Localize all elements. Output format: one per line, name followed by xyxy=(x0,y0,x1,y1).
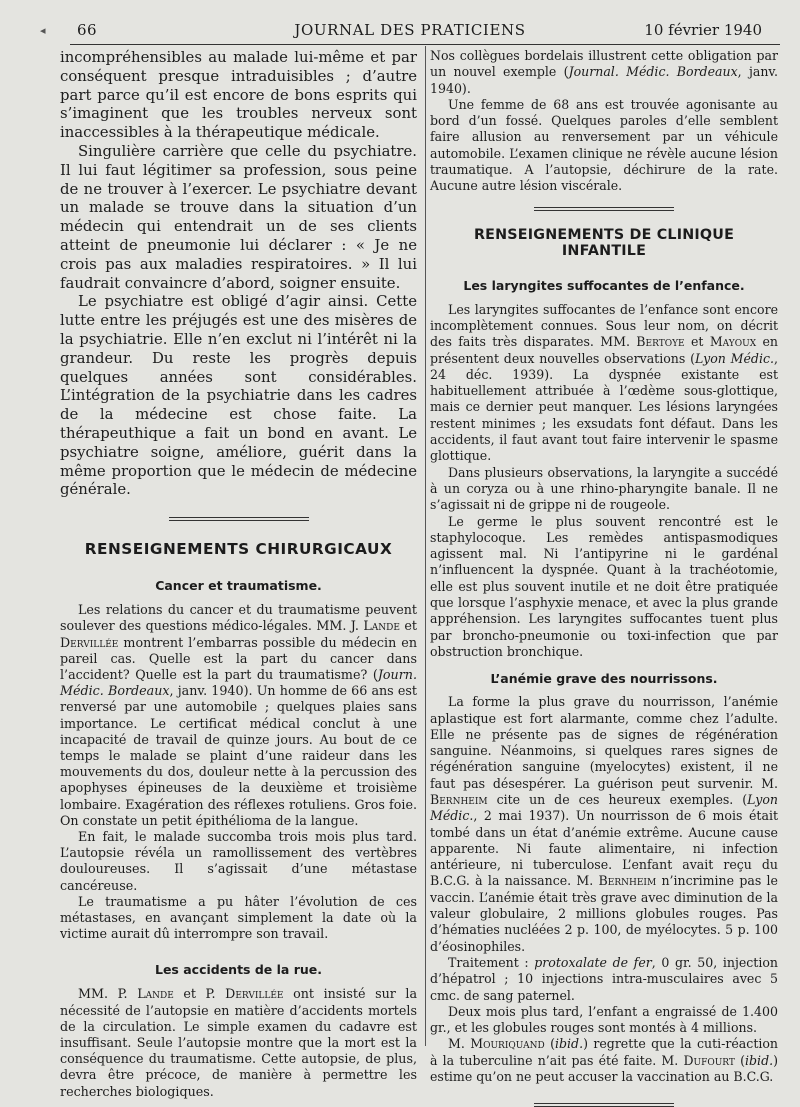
author-name: Dufourt xyxy=(683,1052,735,1068)
author-name: Dervillée xyxy=(60,634,119,650)
author-name: Dervillée xyxy=(225,986,284,1002)
right-column xyxy=(430,48,778,1107)
section-separator xyxy=(169,517,309,521)
article-paragraph: Traitement : protoxalate de fer, 0 gr. 50, injection d’hépatrol ; 10 injections intra-musculaires avec 5 cmc. de sang paternel. xyxy=(430,954,778,1003)
article-title: Les accidents de la rue. xyxy=(154,962,322,978)
intro-paragraph: Singulière carrière que celle du psychiatre. Il lui faut légitimer sa profession, sous peine de ne trouver à l’exercer. Le psychiatre devant un malade se trouve dans la situation d’un médecin qui entendrait un de ses clients atteint de pneumonie lui déclarer : « Je ne crois pas aux maladies respiratoires. » Il lui faudrait convaincre d’abord, soigner ensuite. xyxy=(60,141,417,292)
column-divider xyxy=(425,46,426,1046)
journal-reference: Journal. Médic. Bordeaux xyxy=(568,64,738,80)
article-paragraph: M. Mouriquand (ibid.) regrette que la cuti-réaction à la tuberculine n’ait pas été faite. M. Dufourt (ibid.) estime qu’on ne peut accuser la vaccination au B.C.G. xyxy=(430,1036,779,1085)
article-paragraph: Les laryngites suffocantes de l’enfance sont encore incomplètement connues. Sous leur nom, on décrit des faits très disparates. MM. Bertoye et Mayoux en présentent deux nouvelles observations (Lyon Médic., 24 déc. 1939). La dyspnée existante est habituellement attribuée à l’œdème sous-glottique, mais ce dernier peut manquer. Les lésions laryngées restent minimes ; les exsudats font défaut. Dans les accidents, il faut avant tout faire intervenir le spasme glottique. xyxy=(430,301,778,464)
intro-paragraph: Le psychiatre est obligé d’agir ainsi. Cette lutte entre les préjugés est une des misères de la psychiatrie. Elle n’en exclut ni l’intérêt ni la grandeur. Du reste les progrès depuis quelques années sont considérables. L’intégration de la psychiatrie dans les cadres de la médecine est chose faite. La thérapeuthique a fait un bond en avant. Le psychiatre soigne, améliore, guérit dans la même proportion que le médecin de médecine générale. xyxy=(60,292,417,499)
author-name: Lande xyxy=(363,618,400,634)
journal-reference: Journ. Médic. Bordeaux xyxy=(60,666,417,699)
article-paragraph: Les relations du cancer et du traumatisme peuvent soulever des questions médico-légales. MM. J. Lande et Dervillée montrent l’embarras possible du médecin en pareil cas. Quelle est la part du cancer dans l’accident? Quelle est la part du traumatisme? (Journ. Médic. Bordeaux, janv. 1940). Un homme de 66 ans est renversé par une automobile ; quelques plaies sans importance. Le certificat médical conclut à une incapacité de travail de quinze jours. Au bout de ce temps le malade se plaint d’une raideur dans les mouvements du dos, douleur nette à la percussion des apophyses épineuses de la deuxième et troisième lombaire. Exagération des réflexes rotuliens. Gros foie. On constate un petit épithélioma de la langue. xyxy=(60,602,417,828)
article-title: L’anémie grave des nourrissons. xyxy=(490,671,718,687)
header-rule xyxy=(70,44,780,45)
page-number: 66 xyxy=(77,21,98,39)
issue-date: 10 février 1940 xyxy=(644,21,762,39)
article-title: Les laryngites suffocantes de l’enfance. xyxy=(463,277,745,293)
author-name: Bernheim xyxy=(430,791,488,807)
article-paragraph: La forme la plus grave du nourrisson, l’anémie aplastique est fort alarmante, comme chez l’adulte. Elle ne présente pas de signes de régénération sanguine. Néanmoins, si quelques rares signes de régénération sanguine (myelocytes) existent, il ne faut pas désespérer. La guérison peut survenir. M. Bernheim cite un de ces heureux exemples. (Lyon Médic., 2 mai 1937). Un nourrisson de 6 mois était tombé dans un état d’anémie extrême. Aucune cause apparente. Ni faute alimentaire, ni infection antérieure, ni tuberculose. L’enfant avait reçu du B.C.G. à la naissance. M. Bernheim n’incrimine pas le vaccin. L’anémie était très grave avec diminution de la valeur globulaire, 2 millions globules rouges. Pas d’hématies nucléées 2 p. 100, de myélocytes. 5 p. 100 d’éosinophiles. xyxy=(430,694,778,954)
author-name: Lande xyxy=(137,986,174,1002)
section-separator xyxy=(534,1103,674,1107)
article-paragraph: MM. P. Lande et P. Dervillée ont insisté sur la nécessité de l’autopsie en matière d’accidents mortels de la circulation. Le simple examen du cadavre est insuffisant. Seule l’autopsie montre que la mort est la conséquence du traumatisme. Cette autopsie, de plus, devra être précoce, de manière à permettre les recherches biologiques. xyxy=(60,986,418,1099)
author-name: Mayoux xyxy=(709,334,757,350)
article-paragraph: Le germe le plus souvent rencontré est le staphylocoque. Les remèdes antispasmodiques agissent mal. Ni l’antipyrine ni le gardénal n’influencent la dyspnée. Quant à la trachéotomie, elle est plus souvent inutile et ne doit être pratiquée que lorsque l’asphyxie menace, et avec la plus grande appréhension. Les laryngites suffocantes tuent plus par broncho-pneumonie ou toxi-infection que par obstruction bronchique. xyxy=(430,513,778,659)
author-name: Mouriquand xyxy=(470,1036,545,1052)
journal-reference: ibid. xyxy=(554,1036,584,1052)
journal-reference: Lyon Médic. xyxy=(695,350,774,366)
left-column xyxy=(60,48,417,1100)
author-name: Bernheim xyxy=(598,873,657,889)
journal-title: JOURNAL DES PRATICIENS xyxy=(294,21,526,39)
article-paragraph: Deux mois plus tard, l’enfant a engraissé de 1.400 gr., et les globules rouges sont montés à 4 millions. xyxy=(430,1003,778,1036)
article-paragraph: En fait, le malade succomba trois mois plus tard. L’autopsie révéla un ramollissement des vertèbres douloureuses. Il s’agissait d’une métastase cancéreuse. xyxy=(60,828,417,893)
drug-name: protoxalate de fer xyxy=(534,954,652,970)
intro-paragraph: incompréhensibles au malade lui-même et par conséquent presque intraduisibles ; d’autre part parce qu’il est encore de bons esprits qui s’imaginent que les troubles nerveux sont inaccessibles à la thérapeutique médicale. xyxy=(60,48,417,142)
article-paragraph: Nos collègues bordelais illustrent cette obligation par un nouvel exemple (Journal. Médic. Bordeaux, janv. 1940). xyxy=(430,48,779,96)
journal-reference: Lyon Médic. xyxy=(430,791,778,824)
article-paragraph: Dans plusieurs observations, la laryngite a succédé à un coryza ou à une rhino-pharyngite banale. Il ne s’agissait ni de grippe ni de rougeole. xyxy=(430,464,778,513)
section-separator xyxy=(534,207,674,211)
author-name: Bertoye xyxy=(636,334,685,350)
article-title: Cancer et traumatisme. xyxy=(155,578,322,594)
margin-mark: ◂ xyxy=(40,24,46,37)
article-paragraph: Une femme de 68 ans est trouvée agonisante au bord d’un fossé. Quelques paroles d’elle semblent faire allusion au renversement par un véhicule automobile. L’examen clinique ne révèle aucune lésion traumatique. A l’autopsie, déchirure de la rate. Aucune autre lésion viscérale. xyxy=(430,96,778,194)
section-heading: RENSEIGNEMENTS CHIRURGICAUX xyxy=(84,540,393,559)
page-header xyxy=(40,16,780,44)
article-paragraph: Le traumatisme a pu hâter l’évolution de ces métastases, en avançant simplement la date où la victime aurait dû interrompre son travail. xyxy=(60,893,417,942)
section-heading: RENSEIGNEMENTS DE CLINIQUE INFANTILE xyxy=(473,226,735,259)
journal-reference: ibid. xyxy=(745,1052,774,1068)
